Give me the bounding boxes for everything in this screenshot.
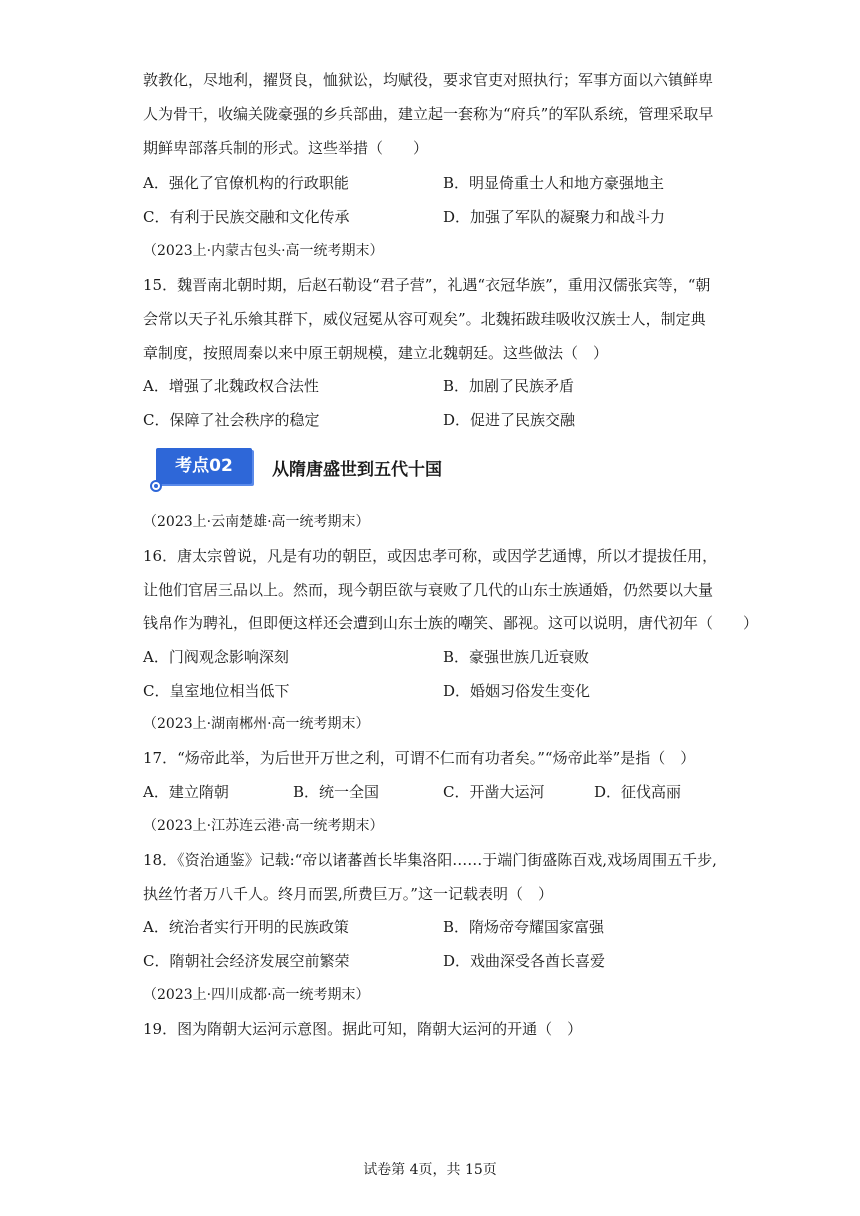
q16-stem-line-1: 16．唐太宗曾说，凡是有功的朝臣，或因忠孝可称，或因学艺通博，所以才提拔任用， bbox=[143, 547, 718, 565]
q17-option-a[interactable]: A．建立隋朝 bbox=[143, 783, 229, 801]
q15-option-c[interactable]: C．保障了社会秩序的稳定 bbox=[143, 411, 320, 429]
section-badge bbox=[148, 446, 260, 492]
page-footer: 试卷第 4页，共 15页 bbox=[363, 1162, 497, 1178]
q15-source: （2023上·内蒙古包头·高一统考期末） bbox=[143, 243, 384, 259]
q18-stem-line-1: 18．《资治通鉴》记载:“帝以诸蕃酋长毕集洛阳……于端门街盛陈百戏,戏场周围五千步, bbox=[143, 851, 717, 869]
q16-option-d[interactable]: D．婚姻习俗发生变化 bbox=[443, 682, 591, 700]
q14-stem-line-2: 人为骨干，收编关陇豪强的乡兵部曲，建立起一套称为“府兵”的军队系统，管理采取早 bbox=[143, 105, 714, 123]
q18-option-c[interactable]: C．隋朝社会经济发展空前繁荣 bbox=[143, 952, 350, 970]
q15-option-b[interactable]: B．加剧了民族矛盾 bbox=[443, 377, 575, 395]
q17-source: （2023上·湖南郴州·高一统考期末） bbox=[143, 716, 370, 732]
q17-stem-line-1: 17．“炀帝此举，为后世开万世之利，可谓不仁而有功者矣。”“炀帝此举”是指（ ） bbox=[143, 749, 696, 767]
q15-option-d[interactable]: D．促进了民族交融 bbox=[443, 411, 576, 429]
q14-stem-line-1: 敦教化，尽地利，擢贤良，恤狱讼，均赋役，要求官吏对照执行；军事方面以六镇鲜卑 bbox=[143, 71, 714, 89]
q15-option-a[interactable]: A．增强了北魏政权合法性 bbox=[143, 377, 319, 395]
q19-stem-line-1: 19．图为隋朝大运河示意图。据此可知，隋朝大运河的开通（ ） bbox=[143, 1020, 583, 1038]
q16-stem-line-2: 让他们官居三品以上。然而，现今朝臣欲与衰败了几代的山东士族通婚，仍然要以大量 bbox=[143, 581, 714, 599]
q18-stem-line-2: 执丝竹者万八千人。终月而罢,所费巨万。”这一记载表明（ ） bbox=[143, 885, 553, 903]
q15-stem-line-2: 会常以天子礼乐飨其群下，威仪冠冕从容可观矣”。北魏拓跋珪吸收汉族士人，制定典 bbox=[143, 310, 706, 328]
q18-option-a[interactable]: A．统治者实行开明的民族政策 bbox=[143, 918, 349, 936]
q17-option-c[interactable]: C．开凿大运河 bbox=[443, 783, 545, 801]
q16-stem-line-3: 钱帛作为聘礼，但即便这样还会遭到山东士族的嘲笑、鄙视。这可以说明，唐代初年（ ） bbox=[143, 614, 759, 632]
q18-option-b[interactable]: B．隋炀帝夸耀国家富强 bbox=[443, 918, 605, 936]
section-title: 从隋唐盛世到五代十国 bbox=[272, 460, 442, 480]
q16-option-b[interactable]: B．豪强世族几近衰败 bbox=[443, 648, 590, 666]
q17-option-d[interactable]: D．征伐高丽 bbox=[594, 783, 682, 801]
q18-source: （2023上·江苏连云港·高一统考期末） bbox=[143, 818, 384, 834]
q14-option-c[interactable]: C．有利于民族交融和文化传承 bbox=[143, 208, 350, 226]
q16-option-c[interactable]: C．皇室地位相当低下 bbox=[143, 682, 290, 700]
q16-source: （2023上·云南楚雄·高一统考期末） bbox=[143, 514, 370, 530]
q19-source: （2023上·四川成都·高一统考期末） bbox=[143, 987, 370, 1003]
q16-option-a[interactable]: A．门阀观念影响深刻 bbox=[143, 648, 289, 666]
q15-stem-line-3: 章制度，按照周秦以来中原王朝规模，建立北魏朝廷。这些做法（ ） bbox=[143, 344, 609, 362]
q14-option-d[interactable]: D．加强了军队的凝聚力和战斗力 bbox=[443, 208, 666, 226]
q15-stem-line-1: 15．魏晋南北朝时期，后赵石勒设“君子营”，礼遇“衣冠华族”，重用汉儒张宾等，“朝 bbox=[143, 276, 711, 294]
q14-option-b[interactable]: B．明显倚重士人和地方豪强地主 bbox=[443, 174, 665, 192]
q14-stem-line-3: 期鲜卑部落兵制的形式。这些举措（ ） bbox=[143, 139, 429, 157]
q14-option-a[interactable]: A．强化了官僚机构的行政职能 bbox=[143, 174, 349, 192]
section-badge-label: 考点02 bbox=[175, 456, 233, 476]
q17-option-b[interactable]: B．统一全国 bbox=[293, 783, 380, 801]
q18-option-d[interactable]: D．戏曲深受各酋长喜爱 bbox=[443, 952, 606, 970]
section-badge-dot-icon bbox=[150, 480, 162, 492]
